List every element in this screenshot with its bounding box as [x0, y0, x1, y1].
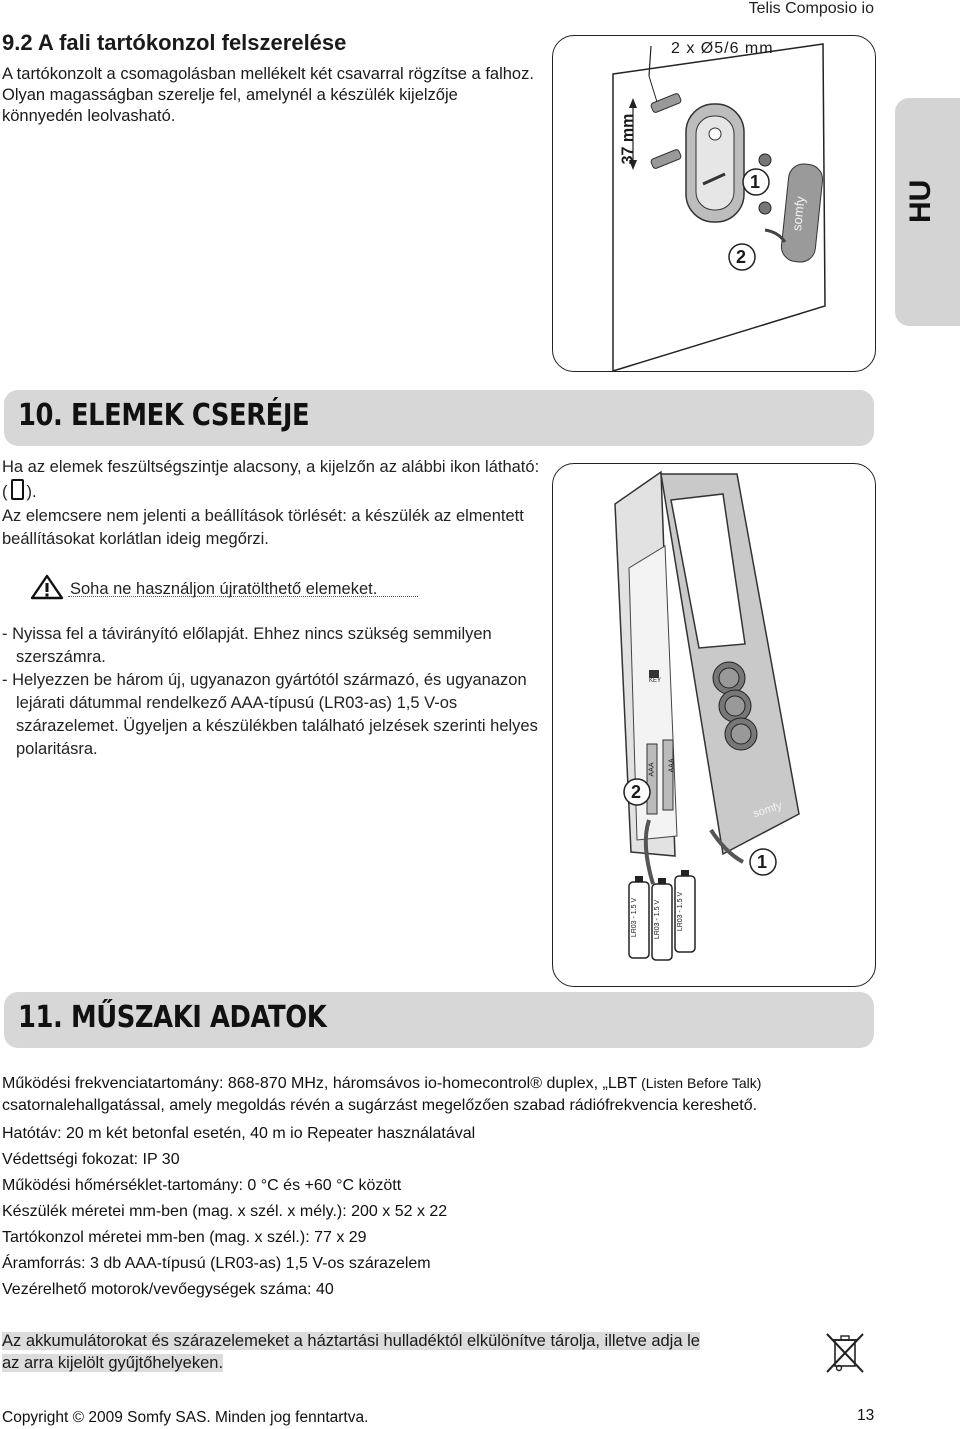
section-11-header [4, 992, 874, 1048]
battery-low-text: Ha az elemek feszültségszintje alacsony, a kijelzőn az alábbi ikon látható: ( [2, 458, 540, 501]
battery-label: LR03 - 1.5 V [654, 899, 662, 940]
brand-logo: somfy [789, 195, 808, 232]
holes-label: 2 x Ø5/6 mm [671, 40, 774, 57]
key-label: KEY [649, 678, 662, 684]
battery-low-text-end: ). [26, 483, 37, 501]
copyright: Copyright © 2009 Somfy SAS. Minden jog fenntartva. [2, 1409, 369, 1426]
warning-text: Soha ne használjon újratölthető elemeket. [70, 580, 378, 598]
language-tab [895, 98, 960, 326]
spec-line: Működési hőmérséklet-tartomány: 0 °C és +60 °C között [2, 1177, 402, 1194]
spec-line: Készülék méretei mm-ben (mag. x szél. x mély.): 200 x 52 x 22 [2, 1203, 448, 1220]
battery-replacement-figure [552, 463, 876, 987]
slot-label: AAA [648, 762, 656, 777]
battery-label: LR03 - 1.5 V [677, 891, 685, 932]
technical-data [2, 1072, 957, 1303]
spec-line: Védettségi fokozat: IP 30 [2, 1151, 180, 1168]
spec-line: Áramforrás: 3 db AAA-típusú (LR03-as) 1,5 V-os szárazelem [2, 1255, 431, 1272]
step-1-label: 1 [757, 852, 768, 872]
step-1-label: 1 [750, 172, 761, 192]
section-9-2-title: 9.2 A fali tartókonzol felszerelése [2, 30, 347, 55]
recycling-note [2, 1330, 792, 1374]
battery-label: LR03 - 1.5 V [631, 897, 639, 938]
warning-underline [68, 596, 418, 597]
lbt-note: (Listen Before Talk) [637, 1075, 762, 1091]
section-9-2-text: A tartókonzolt a csomagolásban mellékelt két csavarral rögzítse a falhoz. Olyan magasságban szerelje fel, amelynél a készülék kijelzője könnyedén leolvasható. [2, 65, 534, 125]
frequency-spec [2, 1072, 957, 1117]
frequency-text: Működési frekvenciatartomány: 868-870 MHz, háromsávos io-homecontrol® duplex, „LBT [2, 1075, 638, 1092]
step-item: - Nyissa fel a távirányító előlapját. Ehhez nincs szükség semmilyen szerszámra. [2, 625, 492, 666]
slot-label: AAA [668, 758, 676, 773]
wall-bracket-figure [552, 35, 876, 372]
section-11-title: 11. MŰSZAKI ADATOK [18, 1000, 327, 1035]
brand-logo: somfy [751, 799, 784, 821]
language-tab-label: HU [904, 179, 937, 223]
warning-icon [30, 574, 64, 600]
section-10-title: 10. ELEMEK CSERÉJE [18, 398, 310, 433]
battery-steps-list [2, 623, 562, 761]
recycling-line-1: Az akkumulátorokat és szárazelemeket a háztartási hulladéktól elkülönítve tárolja, illetve adja le [2, 1332, 700, 1350]
crossed-bin-icon [823, 1330, 867, 1381]
battery-low-paragraph [2, 456, 542, 504]
spec-line: Tartókonzol méretei mm-ben (mag. x szél.): 77 x 29 [2, 1229, 367, 1246]
product-name: Telis Composio io [748, 0, 874, 17]
section-10-header [4, 390, 874, 446]
low-battery-icon [11, 479, 24, 500]
step-2-label: 2 [736, 247, 747, 267]
recycling-line-2: az arra kijelölt gyűjtőhelyeken. [2, 1354, 224, 1372]
height-label: 37 mm [619, 113, 637, 165]
settings-kept-paragraph: Az elemcsere nem jelenti a beállítások törlését: a készülék az elmentett beállításokat korlátlan ideig megőrzi. [2, 507, 524, 548]
frequency-text-cont: csatornalehallgatással, amely megoldás révén a sugárzást megelőzően szabad rádiófrekvencia kereshető. [2, 1097, 758, 1114]
spec-line: Hatótáv: 20 m két betonfal esetén, 40 m io Repeater használatával [2, 1125, 476, 1142]
step-2-label: 2 [631, 782, 642, 802]
step-item: - Helyezzen be három új, ugyanazon gyártótól származó, és ugyanazon lejárati dátummal rendelkező AAA-típusú (LR03-as) 1,5 V-os szárazelemet. Ügyeljen a készülékben található jelzések szerinti helyes polaritásra. [2, 671, 538, 758]
spec-line: Vezérelhető motorok/vevőegységek száma: 40 [2, 1281, 334, 1298]
page-number: 13 [857, 1407, 875, 1424]
